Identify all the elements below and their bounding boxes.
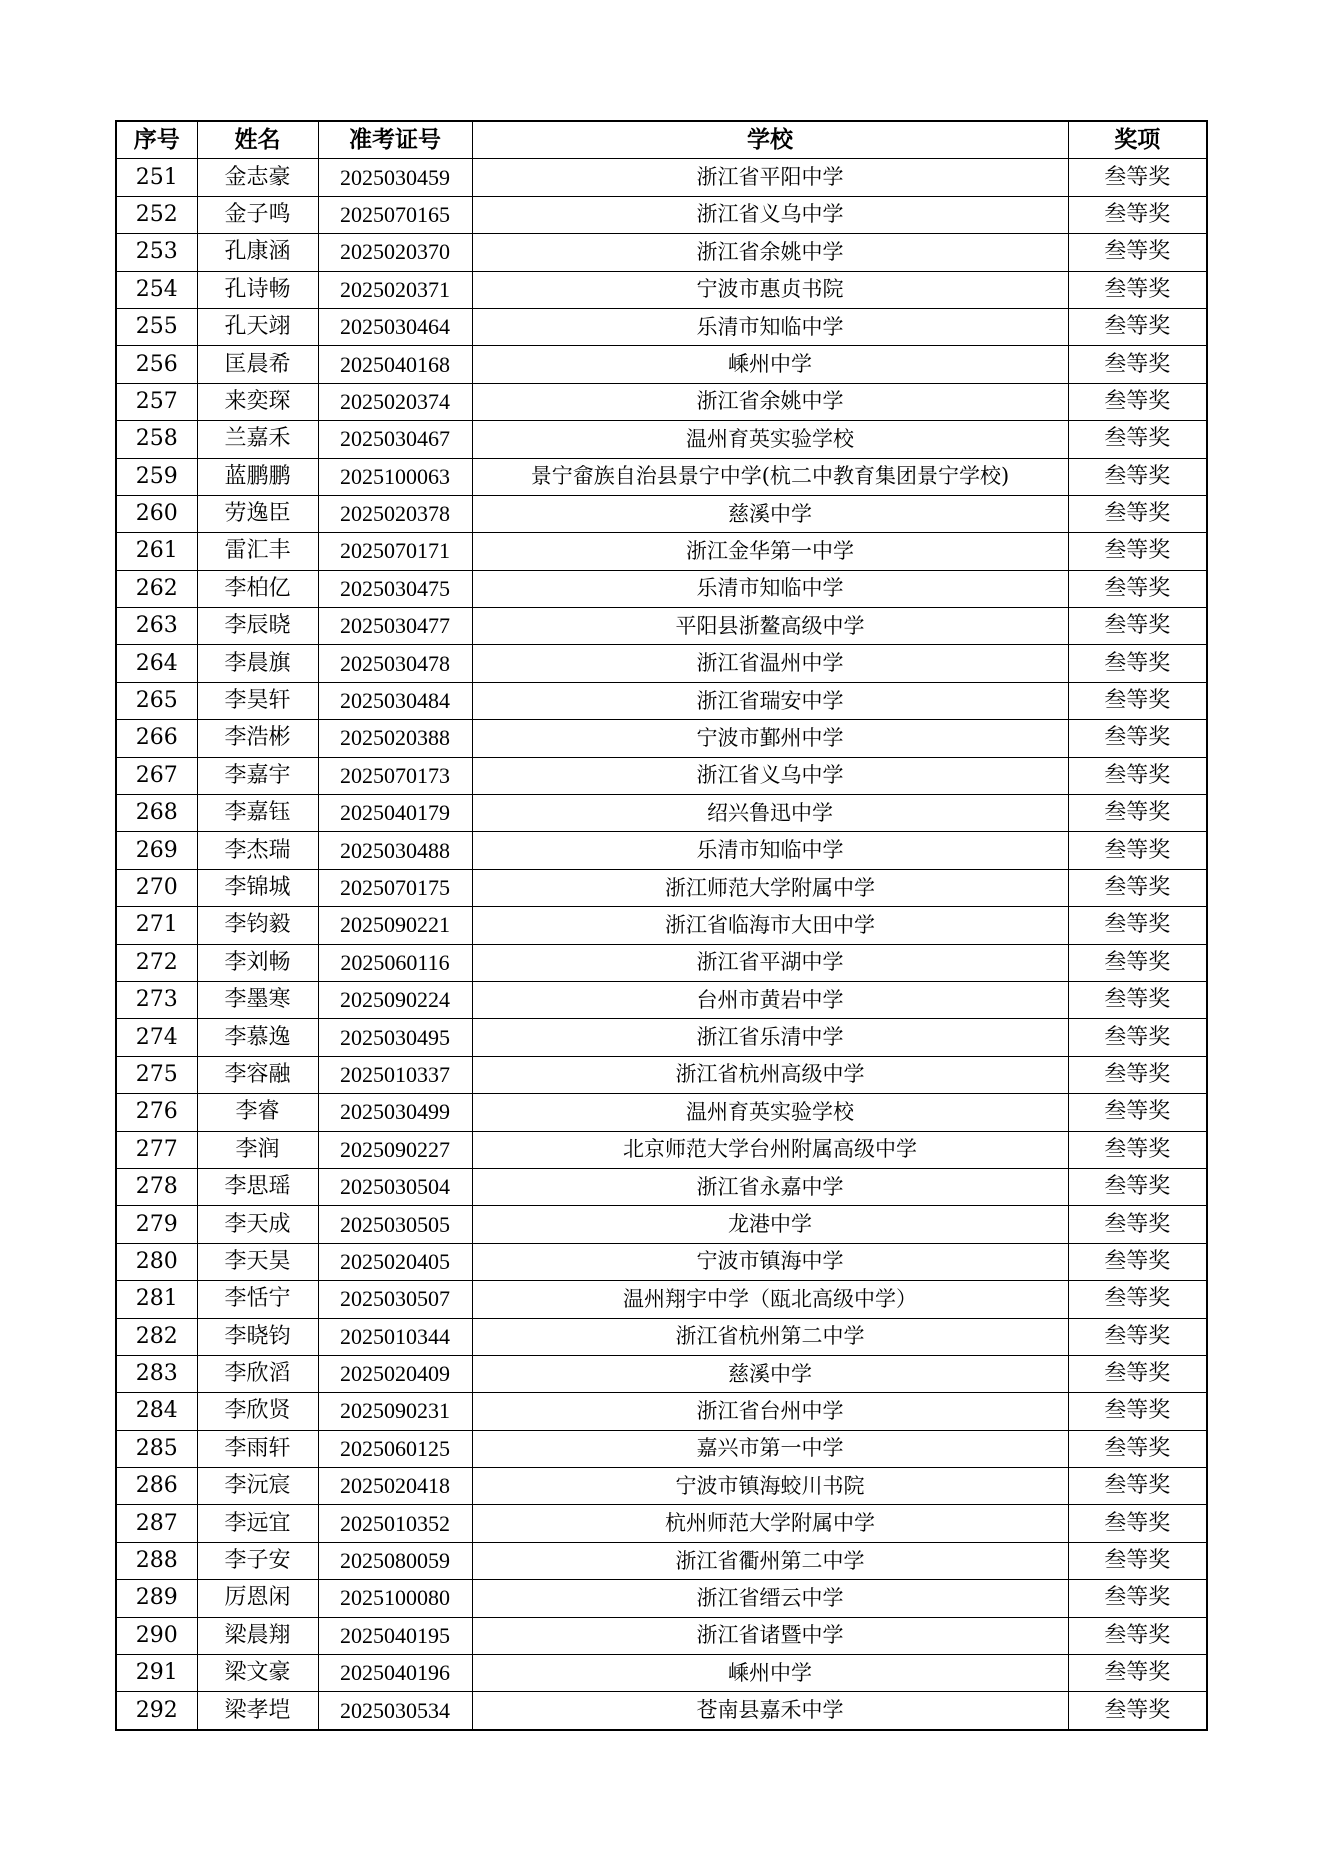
header-school: 学校 <box>472 121 1068 159</box>
cell-index: 285 <box>116 1430 197 1467</box>
cell-exam-id: 2025030534 <box>318 1692 472 1730</box>
cell-school: 苍南县嘉禾中学 <box>472 1692 1068 1730</box>
table-row <box>116 1430 1207 1467</box>
cell-index: 292 <box>116 1692 197 1730</box>
cell-name: 李刘畅 <box>197 944 318 981</box>
cell-name: 李远宜 <box>197 1505 318 1542</box>
cell-school: 杭州师范大学附属中学 <box>472 1505 1068 1542</box>
cell-award: 叁等奖 <box>1068 944 1207 981</box>
cell-name: 李天成 <box>197 1206 318 1243</box>
cell-exam-id: 2025090224 <box>318 981 472 1018</box>
cell-name: 兰嘉禾 <box>197 421 318 458</box>
cell-name: 匡晨希 <box>197 346 318 383</box>
cell-name: 李沅宸 <box>197 1468 318 1505</box>
cell-name: 李杰瑞 <box>197 832 318 869</box>
cell-name: 李浩彬 <box>197 720 318 757</box>
cell-name: 金志豪 <box>197 159 318 196</box>
cell-index: 290 <box>116 1617 197 1654</box>
cell-exam-id: 2025070171 <box>318 533 472 570</box>
cell-award: 叁等奖 <box>1068 495 1207 532</box>
cell-name: 李思瑶 <box>197 1168 318 1205</box>
cell-name: 来奕琛 <box>197 383 318 420</box>
cell-index: 266 <box>116 720 197 757</box>
cell-index: 279 <box>116 1206 197 1243</box>
cell-award: 叁等奖 <box>1068 1692 1207 1730</box>
cell-school: 浙江省余姚中学 <box>472 383 1068 420</box>
cell-index: 287 <box>116 1505 197 1542</box>
cell-school: 慈溪中学 <box>472 1355 1068 1392</box>
cell-name: 劳逸臣 <box>197 495 318 532</box>
cell-name: 梁文豪 <box>197 1655 318 1692</box>
cell-exam-id: 2025030495 <box>318 1019 472 1056</box>
cell-award: 叁等奖 <box>1068 308 1207 345</box>
cell-school: 浙江省平湖中学 <box>472 944 1068 981</box>
cell-index: 257 <box>116 383 197 420</box>
cell-index: 256 <box>116 346 197 383</box>
cell-exam-id: 2025030459 <box>318 159 472 196</box>
cell-index: 263 <box>116 608 197 645</box>
table-row <box>116 1542 1207 1579</box>
cell-name: 李恬宁 <box>197 1281 318 1318</box>
cell-award: 叁等奖 <box>1068 832 1207 869</box>
header-exam-id: 准考证号 <box>318 121 472 159</box>
cell-school: 嵊州中学 <box>472 346 1068 383</box>
cell-award: 叁等奖 <box>1068 1243 1207 1280</box>
cell-award: 叁等奖 <box>1068 1580 1207 1617</box>
cell-award: 叁等奖 <box>1068 720 1207 757</box>
cell-name: 蓝鹏鹏 <box>197 458 318 495</box>
cell-exam-id: 2025020371 <box>318 271 472 308</box>
cell-exam-id: 2025030477 <box>318 608 472 645</box>
cell-award: 叁等奖 <box>1068 1655 1207 1692</box>
table-row <box>116 458 1207 495</box>
cell-school: 绍兴鲁迅中学 <box>472 795 1068 832</box>
table-row <box>116 795 1207 832</box>
cell-exam-id: 2025010352 <box>318 1505 472 1542</box>
cell-award: 叁等奖 <box>1068 1468 1207 1505</box>
cell-name: 李锦城 <box>197 869 318 906</box>
table-row <box>116 869 1207 906</box>
cell-index: 286 <box>116 1468 197 1505</box>
cell-index: 281 <box>116 1281 197 1318</box>
cell-exam-id: 2025030505 <box>318 1206 472 1243</box>
cell-exam-id: 2025040179 <box>318 795 472 832</box>
cell-index: 261 <box>116 533 197 570</box>
cell-award: 叁等奖 <box>1068 196 1207 233</box>
cell-name: 金子鸣 <box>197 196 318 233</box>
table-row <box>116 1617 1207 1654</box>
table-row <box>116 570 1207 607</box>
cell-school: 宁波市镇海中学 <box>472 1243 1068 1280</box>
cell-index: 278 <box>116 1168 197 1205</box>
cell-award: 叁等奖 <box>1068 757 1207 794</box>
table-row <box>116 1505 1207 1542</box>
cell-name: 李昊轩 <box>197 682 318 719</box>
cell-name: 李晨旗 <box>197 645 318 682</box>
cell-name: 孔诗畅 <box>197 271 318 308</box>
cell-name: 梁孝垲 <box>197 1692 318 1730</box>
cell-name: 李柏亿 <box>197 570 318 607</box>
cell-index: 262 <box>116 570 197 607</box>
cell-exam-id: 2025030499 <box>318 1094 472 1131</box>
table-row <box>116 944 1207 981</box>
table-row <box>116 533 1207 570</box>
cell-exam-id: 2025070173 <box>318 757 472 794</box>
cell-award: 叁等奖 <box>1068 608 1207 645</box>
cell-award: 叁等奖 <box>1068 1206 1207 1243</box>
cell-school: 浙江省余姚中学 <box>472 234 1068 271</box>
cell-school: 宁波市惠贞书院 <box>472 271 1068 308</box>
cell-exam-id: 2025030464 <box>318 308 472 345</box>
cell-school: 浙江省杭州第二中学 <box>472 1318 1068 1355</box>
cell-name: 孔天翊 <box>197 308 318 345</box>
cell-award: 叁等奖 <box>1068 1281 1207 1318</box>
cell-index: 276 <box>116 1094 197 1131</box>
cell-school: 宁波市鄞州中学 <box>472 720 1068 757</box>
cell-name: 李辰晓 <box>197 608 318 645</box>
cell-name: 李润 <box>197 1131 318 1168</box>
cell-school: 浙江省温州中学 <box>472 645 1068 682</box>
table-row <box>116 308 1207 345</box>
table-row <box>116 383 1207 420</box>
cell-exam-id: 2025020388 <box>318 720 472 757</box>
cell-school: 浙江省义乌中学 <box>472 196 1068 233</box>
cell-index: 265 <box>116 682 197 719</box>
cell-exam-id: 2025070175 <box>318 869 472 906</box>
cell-school: 浙江省缙云中学 <box>472 1580 1068 1617</box>
cell-name: 梁晨翔 <box>197 1617 318 1654</box>
cell-exam-id: 2025020418 <box>318 1468 472 1505</box>
cell-award: 叁等奖 <box>1068 907 1207 944</box>
cell-name: 李墨寒 <box>197 981 318 1018</box>
awards-table <box>115 120 1208 1731</box>
cell-exam-id: 2025030478 <box>318 645 472 682</box>
cell-name: 孔康涵 <box>197 234 318 271</box>
cell-award: 叁等奖 <box>1068 1617 1207 1654</box>
cell-index: 277 <box>116 1131 197 1168</box>
cell-exam-id: 2025030475 <box>318 570 472 607</box>
cell-school: 乐清市知临中学 <box>472 832 1068 869</box>
cell-award: 叁等奖 <box>1068 1131 1207 1168</box>
cell-school: 景宁畲族自治县景宁中学(杭二中教育集团景宁学校) <box>472 458 1068 495</box>
table-row <box>116 757 1207 794</box>
cell-exam-id: 2025030467 <box>318 421 472 458</box>
cell-index: 272 <box>116 944 197 981</box>
cell-school: 温州育英实验学校 <box>472 1094 1068 1131</box>
cell-school: 浙江省瑞安中学 <box>472 682 1068 719</box>
cell-award: 叁等奖 <box>1068 570 1207 607</box>
cell-school: 平阳县浙鳌高级中学 <box>472 608 1068 645</box>
cell-school: 乐清市知临中学 <box>472 308 1068 345</box>
cell-school: 龙港中学 <box>472 1206 1068 1243</box>
table-row <box>116 421 1207 458</box>
cell-index: 284 <box>116 1393 197 1430</box>
table-header-row <box>116 121 1207 159</box>
cell-index: 259 <box>116 458 197 495</box>
header-award: 奖项 <box>1068 121 1207 159</box>
cell-index: 283 <box>116 1355 197 1392</box>
cell-school: 浙江师范大学附属中学 <box>472 869 1068 906</box>
cell-exam-id: 2025070165 <box>318 196 472 233</box>
header-name: 姓名 <box>197 121 318 159</box>
cell-award: 叁等奖 <box>1068 1393 1207 1430</box>
cell-exam-id: 2025010344 <box>318 1318 472 1355</box>
cell-school: 乐清市知临中学 <box>472 570 1068 607</box>
cell-award: 叁等奖 <box>1068 981 1207 1018</box>
cell-school: 浙江省临海市大田中学 <box>472 907 1068 944</box>
table-row <box>116 1131 1207 1168</box>
table-row <box>116 1580 1207 1617</box>
cell-school: 浙江省平阳中学 <box>472 159 1068 196</box>
table-row <box>116 1168 1207 1205</box>
table-row <box>116 196 1207 233</box>
cell-index: 273 <box>116 981 197 1018</box>
cell-index: 255 <box>116 308 197 345</box>
cell-name: 李雨轩 <box>197 1430 318 1467</box>
table-row <box>116 271 1207 308</box>
cell-index: 253 <box>116 234 197 271</box>
cell-school: 北京师范大学台州附属高级中学 <box>472 1131 1068 1168</box>
cell-exam-id: 2025010337 <box>318 1056 472 1093</box>
cell-name: 李子安 <box>197 1542 318 1579</box>
cell-exam-id: 2025100080 <box>318 1580 472 1617</box>
cell-award: 叁等奖 <box>1068 795 1207 832</box>
cell-award: 叁等奖 <box>1068 869 1207 906</box>
cell-school: 浙江省衢州第二中学 <box>472 1542 1068 1579</box>
cell-index: 252 <box>116 196 197 233</box>
cell-index: 254 <box>116 271 197 308</box>
cell-index: 282 <box>116 1318 197 1355</box>
cell-award: 叁等奖 <box>1068 1542 1207 1579</box>
table-body <box>116 159 1207 1730</box>
cell-school: 浙江省义乌中学 <box>472 757 1068 794</box>
cell-award: 叁等奖 <box>1068 1094 1207 1131</box>
table-row <box>116 1094 1207 1131</box>
cell-index: 267 <box>116 757 197 794</box>
cell-name: 李天昊 <box>197 1243 318 1280</box>
table-row <box>116 159 1207 196</box>
cell-name: 雷汇丰 <box>197 533 318 570</box>
cell-exam-id: 2025040195 <box>318 1617 472 1654</box>
cell-school: 慈溪中学 <box>472 495 1068 532</box>
table-row <box>116 1281 1207 1318</box>
cell-index: 268 <box>116 795 197 832</box>
cell-award: 叁等奖 <box>1068 682 1207 719</box>
cell-award: 叁等奖 <box>1068 234 1207 271</box>
table-row <box>116 981 1207 1018</box>
cell-exam-id: 2025020378 <box>318 495 472 532</box>
cell-school: 嵊州中学 <box>472 1655 1068 1692</box>
cell-name: 李慕逸 <box>197 1019 318 1056</box>
cell-exam-id: 2025090231 <box>318 1393 472 1430</box>
cell-exam-id: 2025030484 <box>318 682 472 719</box>
cell-exam-id: 2025040168 <box>318 346 472 383</box>
table-row <box>116 1056 1207 1093</box>
cell-school: 嘉兴市第一中学 <box>472 1430 1068 1467</box>
cell-name: 李欣贤 <box>197 1393 318 1430</box>
cell-award: 叁等奖 <box>1068 458 1207 495</box>
header-index: 序号 <box>116 121 197 159</box>
cell-index: 271 <box>116 907 197 944</box>
cell-award: 叁等奖 <box>1068 346 1207 383</box>
cell-exam-id: 2025020370 <box>318 234 472 271</box>
cell-name: 李晓钧 <box>197 1318 318 1355</box>
cell-award: 叁等奖 <box>1068 533 1207 570</box>
table-row <box>116 234 1207 271</box>
cell-index: 280 <box>116 1243 197 1280</box>
cell-award: 叁等奖 <box>1068 159 1207 196</box>
cell-name: 厉恩闲 <box>197 1580 318 1617</box>
table-row <box>116 346 1207 383</box>
table-row <box>116 720 1207 757</box>
cell-award: 叁等奖 <box>1068 1505 1207 1542</box>
cell-exam-id: 2025040196 <box>318 1655 472 1692</box>
cell-school: 浙江省杭州高级中学 <box>472 1056 1068 1093</box>
cell-exam-id: 2025030488 <box>318 832 472 869</box>
cell-award: 叁等奖 <box>1068 383 1207 420</box>
table-row <box>116 1318 1207 1355</box>
cell-name: 李欣滔 <box>197 1355 318 1392</box>
cell-index: 258 <box>116 421 197 458</box>
cell-index: 289 <box>116 1580 197 1617</box>
table-row <box>116 832 1207 869</box>
cell-exam-id: 2025020374 <box>318 383 472 420</box>
cell-exam-id: 2025090227 <box>318 1131 472 1168</box>
cell-index: 275 <box>116 1056 197 1093</box>
cell-award: 叁等奖 <box>1068 271 1207 308</box>
cell-exam-id: 2025030507 <box>318 1281 472 1318</box>
cell-name: 李嘉宇 <box>197 757 318 794</box>
cell-school: 温州育英实验学校 <box>472 421 1068 458</box>
cell-index: 269 <box>116 832 197 869</box>
cell-index: 291 <box>116 1655 197 1692</box>
cell-school: 浙江省诸暨中学 <box>472 1617 1068 1654</box>
cell-index: 270 <box>116 869 197 906</box>
table-row <box>116 645 1207 682</box>
cell-exam-id: 2025060116 <box>318 944 472 981</box>
cell-index: 288 <box>116 1542 197 1579</box>
cell-award: 叁等奖 <box>1068 421 1207 458</box>
cell-name: 李容融 <box>197 1056 318 1093</box>
cell-school: 浙江金华第一中学 <box>472 533 1068 570</box>
cell-exam-id: 2025090221 <box>318 907 472 944</box>
cell-award: 叁等奖 <box>1068 1019 1207 1056</box>
cell-school: 浙江省台州中学 <box>472 1393 1068 1430</box>
table-row <box>116 1692 1207 1730</box>
cell-index: 264 <box>116 645 197 682</box>
table-row <box>116 608 1207 645</box>
cell-exam-id: 2025030504 <box>318 1168 472 1205</box>
cell-index: 274 <box>116 1019 197 1056</box>
cell-name: 李嘉钰 <box>197 795 318 832</box>
cell-exam-id: 2025060125 <box>318 1430 472 1467</box>
cell-exam-id: 2025020405 <box>318 1243 472 1280</box>
table-row <box>116 1355 1207 1392</box>
cell-exam-id: 2025080059 <box>318 1542 472 1579</box>
cell-school: 温州翔宇中学（瓯北高级中学） <box>472 1281 1068 1318</box>
cell-school: 台州市黄岩中学 <box>472 981 1068 1018</box>
table-row <box>116 1019 1207 1056</box>
table-row <box>116 1206 1207 1243</box>
table-row <box>116 907 1207 944</box>
cell-award: 叁等奖 <box>1068 1355 1207 1392</box>
cell-exam-id: 2025020409 <box>318 1355 472 1392</box>
table-row <box>116 1243 1207 1280</box>
table-row <box>116 1468 1207 1505</box>
cell-index: 251 <box>116 159 197 196</box>
cell-name: 李钧毅 <box>197 907 318 944</box>
cell-award: 叁等奖 <box>1068 1056 1207 1093</box>
cell-index: 260 <box>116 495 197 532</box>
cell-school: 浙江省乐清中学 <box>472 1019 1068 1056</box>
table-row <box>116 1393 1207 1430</box>
table-row <box>116 682 1207 719</box>
cell-exam-id: 2025100063 <box>318 458 472 495</box>
cell-school: 宁波市镇海蛟川书院 <box>472 1468 1068 1505</box>
cell-award: 叁等奖 <box>1068 1168 1207 1205</box>
cell-award: 叁等奖 <box>1068 1318 1207 1355</box>
cell-award: 叁等奖 <box>1068 645 1207 682</box>
cell-award: 叁等奖 <box>1068 1430 1207 1467</box>
table-row <box>116 495 1207 532</box>
cell-school: 浙江省永嘉中学 <box>472 1168 1068 1205</box>
table-row <box>116 1655 1207 1692</box>
cell-name: 李睿 <box>197 1094 318 1131</box>
